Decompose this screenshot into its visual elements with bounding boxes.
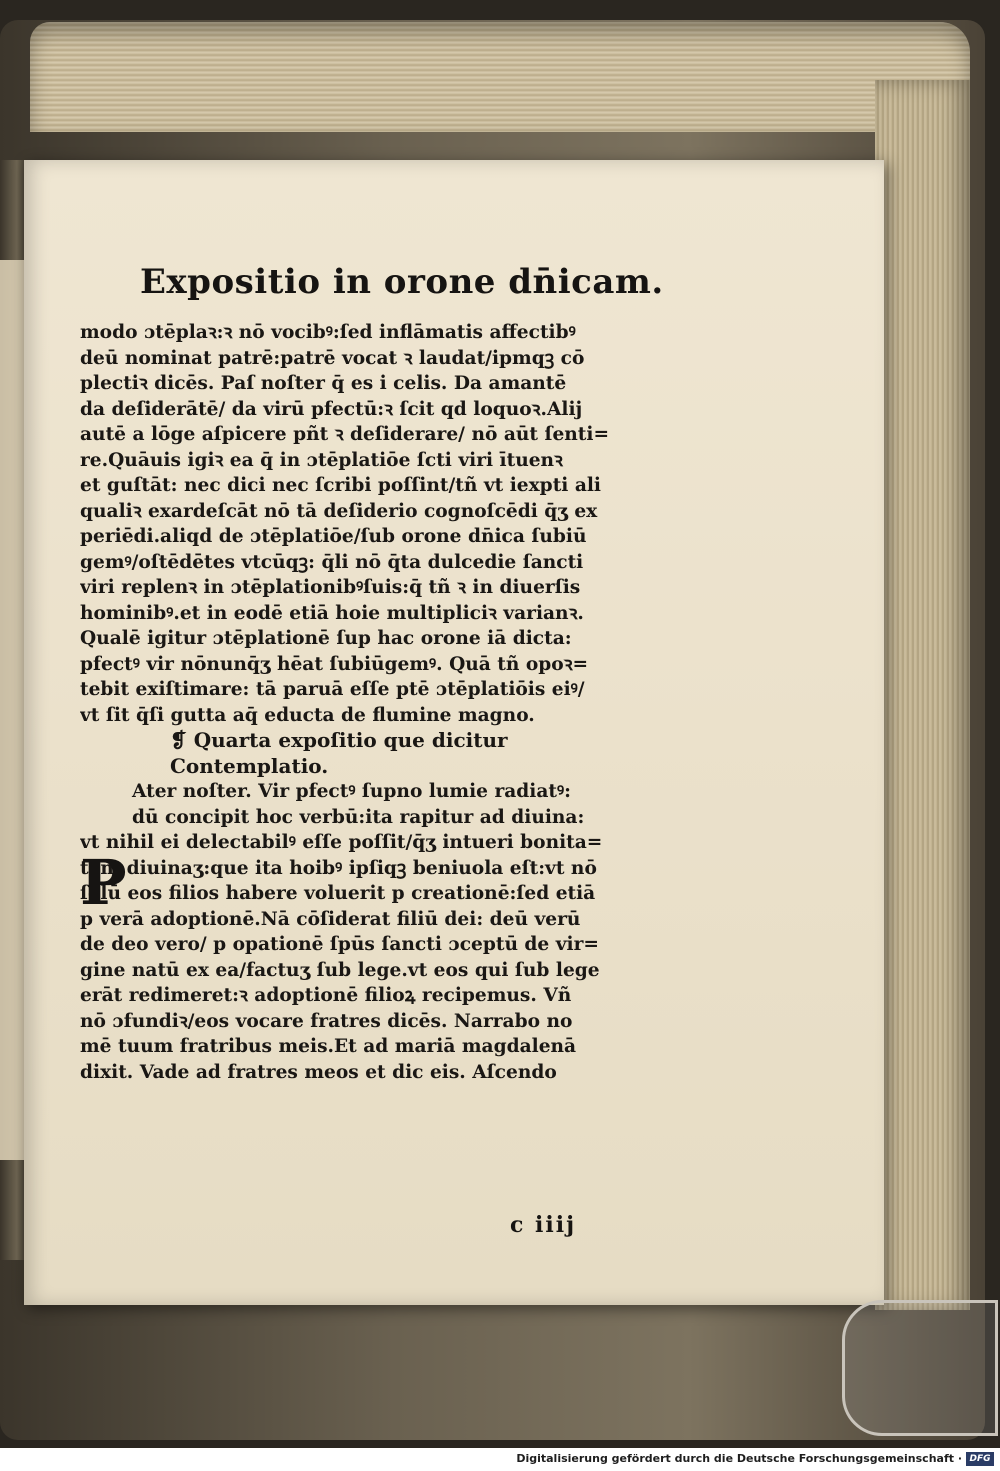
section-heading-continued: Contemplatio.: [170, 753, 329, 778]
text-line: Ater noſter. Vir pfectꝰ ſupno lumie radiatꝰ:: [132, 781, 571, 802]
signature-mark: c iiij: [510, 1212, 577, 1238]
text-line: ſolū eos filios habere voluerit p creationē:ſed etiā: [80, 883, 596, 904]
text-line: periēdi.aliqd de ɔtēplatiōe/ſub orone dn̄ica ſubiū: [80, 526, 587, 547]
text-line: da deſiderātē/ da virū pfectū:ꝛ ſcit qd loquoꝛ.Alij: [80, 398, 583, 420]
text-line: plectiꝛ dicēs. Paſ noſter q̄ es i celis. Da amantē: [80, 373, 567, 394]
text-line: et guſtāt: nec dici nec ſcribi poſſint/tñ vt iexpti ali: [80, 475, 601, 496]
text-line: vt ſit q̄ſi gutta aq̄ educta de flumine magno.: [80, 704, 535, 726]
text-line: dixit. Vade ad fratres meos et dic eis. Aſcendo: [80, 1061, 557, 1083]
text-line: tem diuinaʒ:que ita hoibꝰ ipſiqꝫ beniuola eſt:vt nō: [80, 857, 597, 879]
text-line: erāt redimeret:ꝛ adoptionē filioꝝ recipemus. Vñ: [80, 985, 572, 1006]
text-line: p verā adoptionē.Nā cōſiderat filiū dei: deū verū: [80, 908, 581, 930]
text-line: autē a lōge aſpicere pñt ꝛ deſiderare/ nō aūt ſenti=: [80, 424, 610, 445]
drop-initial: P: [80, 846, 127, 919]
text-line: pfectꝰ vir nōnunq̄ʒ hēat ſubiūgemꝰ. Quā tñ opoꝛ=: [80, 653, 589, 675]
running-head: Expositio in orone dn̄icam.: [140, 262, 664, 302]
text-line: tebit exiſtimare: tā paruā eſſe ptē ɔtēplatiōis eiꝰ/: [80, 679, 585, 700]
text-line: hominibꝰ.et in eodē etiā hoie multipliciꝛ varianꝛ.: [80, 602, 584, 624]
text-line: dū concipit hoc verbū:ita rapitur ad diuina:: [132, 806, 585, 828]
text-line: viri replenꝛ in ɔtēplationibꝰſuis:q̄ tñ ꝛ in diuerſis: [80, 577, 581, 598]
text-line: nō ɔfundiꝛ/eos vocare fratres dicēs. Narrabo no: [80, 1010, 573, 1032]
book-top-edge: [30, 22, 970, 132]
text-line: Qualē igitur ɔtēplationē ſup hac orone iā dicta:: [80, 628, 572, 649]
book-fore-edge: [875, 80, 970, 1310]
previous-page-edge: [0, 260, 26, 1160]
text-line: deū nominat patrē:patrē vocat ꝛ laudat/ipmqꝫ cō: [80, 347, 585, 369]
funding-credit: Digitalisierung gefördert durch die Deutsche Forschungsgemeinschaft ·: [516, 1452, 962, 1465]
text-line: de deo vero/ p opationē ſpūs ſancti ɔceptū de vir=: [80, 934, 599, 955]
section-heading: ❡ Quarta expoſitio que dicitur: [170, 728, 508, 752]
text-line: re.Quāuis igiꝛ ea q̄ in ɔtēplatiōe ſcti viri ītuenꝛ: [80, 449, 563, 471]
text-line: qualiꝛ exardeſcāt nō tā deſiderio cognoſcēdi q̄ʒ ex: [80, 500, 598, 522]
footer-bar: [0, 1448, 1000, 1471]
text-line: gemꝰ/oſtēdētes vtcūqꝫ: q̄li nō q̄ta dulcedie ſancti: [80, 551, 584, 573]
page-text: [80, 320, 690, 1085]
text-line: vt nihil ei delectabilꝰ eſſe poſſit/q̄ʒ intueri bonita=: [80, 832, 603, 853]
text-line: mē tuum fratribus meis.Et ad mariā magdalenā: [80, 1036, 577, 1057]
text-line: gine natū ex ea/factuʒ ſub lege.vt eos qui ſub lege: [80, 959, 600, 981]
page-clip-holder: [842, 1300, 998, 1436]
text-line: modo ɔtēplaꝛ:ꝛ nō vocibꝰ:ſed inflāmatis affectibꝰ: [80, 322, 576, 343]
dfg-logo-icon: DFG: [966, 1452, 994, 1466]
